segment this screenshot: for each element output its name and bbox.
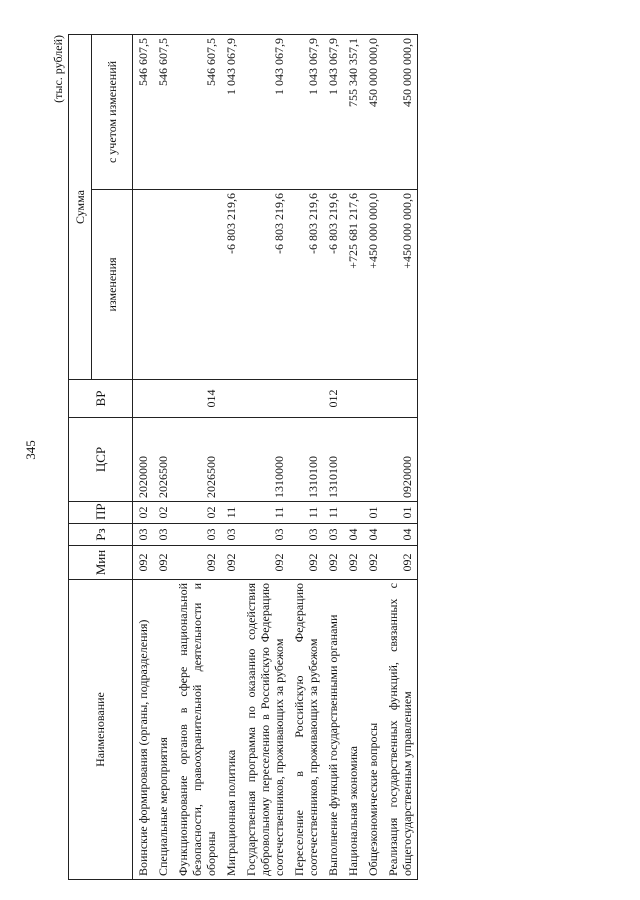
row-csr: 2026500 (153, 418, 173, 502)
row-vr (383, 380, 418, 418)
row-min: 092 (343, 546, 363, 580)
page-number: 345 (23, 440, 38, 460)
row-vr (289, 380, 323, 418)
table-row (383, 34, 418, 879)
row-pr: 02 (173, 502, 221, 524)
header-rz: Рз (69, 524, 133, 546)
row-csr: 2026500 (173, 418, 221, 502)
row-csr: 1310100 (323, 418, 343, 502)
header-sum: Сумма (69, 34, 92, 379)
table-row (133, 34, 154, 879)
row-rz: 03 (241, 524, 289, 546)
row-min: 092 (363, 546, 383, 580)
row-total: 1 043 067,9 (241, 34, 289, 189)
row-min: 092 (133, 546, 154, 580)
row-change: +725 681 217,6 (343, 190, 363, 380)
row-name: Воинские формирования (органы, подразделения) (133, 580, 154, 880)
header-vr: ВР (69, 380, 133, 418)
row-total: 546 607,5 (173, 34, 221, 189)
budget-table (68, 34, 418, 880)
row-total: 450 000 000,0 (383, 34, 418, 189)
row-vr (221, 380, 241, 418)
row-vr (241, 380, 289, 418)
row-pr: 11 (221, 502, 241, 524)
row-min: 092 (289, 546, 323, 580)
row-total: 1 043 067,9 (221, 34, 241, 189)
row-min: 092 (241, 546, 289, 580)
row-rz: 03 (289, 524, 323, 546)
row-min: 092 (173, 546, 221, 580)
row-name: Переселение в Российскую Федерацию соотечественников, проживающих за рубежом (289, 580, 323, 880)
header-csr: ЦСР (69, 418, 133, 502)
row-pr: 02 (153, 502, 173, 524)
table-row (173, 34, 221, 879)
table-row (241, 34, 289, 879)
row-rz: 03 (153, 524, 173, 546)
row-name: Функционирование органов в сфере национальной безопасности, правоохранительной деятельности и обороны (173, 580, 221, 880)
row-change: -6 803 219,6 (323, 190, 343, 380)
row-name: Национальная экономика (343, 580, 363, 880)
table-row (343, 34, 363, 879)
row-total: 546 607,5 (153, 34, 173, 189)
row-csr: 1310100 (289, 418, 323, 502)
row-name: Выполнение функций государственными органами (323, 580, 343, 880)
row-csr: 0920000 (383, 418, 418, 502)
row-csr: 2020000 (133, 418, 154, 502)
row-total: 1 043 067,9 (323, 34, 343, 189)
row-change: -6 803 219,6 (289, 190, 323, 380)
row-vr (133, 380, 154, 418)
row-min: 092 (221, 546, 241, 580)
row-pr: 01 (363, 502, 383, 524)
row-change: +450 000 000,0 (363, 190, 383, 380)
units-note: (тыс. рублей) (51, 35, 65, 103)
row-rz: 03 (221, 524, 241, 546)
row-total: 546 607,5 (133, 34, 154, 189)
header-pr: ПР (69, 502, 133, 524)
row-pr: 02 (133, 502, 154, 524)
row-rz: 03 (133, 524, 154, 546)
row-pr (343, 502, 363, 524)
row-min: 092 (153, 546, 173, 580)
row-min: 092 (323, 546, 343, 580)
table-row (153, 34, 173, 879)
table-row (363, 34, 383, 879)
table-body (133, 34, 418, 879)
row-change: -6 803 219,6 (221, 190, 241, 380)
row-pr: 11 (323, 502, 343, 524)
row-pr: 11 (289, 502, 323, 524)
row-change (173, 190, 221, 380)
header-name: Наименование (69, 580, 133, 880)
row-rz: 03 (173, 524, 221, 546)
table-row (221, 34, 241, 879)
row-rz: 04 (363, 524, 383, 546)
row-min: 092 (383, 546, 418, 580)
row-vr: 014 (173, 380, 221, 418)
row-change: -6 803 219,6 (241, 190, 289, 380)
row-pr: 11 (241, 502, 289, 524)
row-csr (221, 418, 241, 502)
table-row (323, 34, 343, 879)
row-rz: 04 (343, 524, 363, 546)
row-rz: 04 (383, 524, 418, 546)
row-vr (363, 380, 383, 418)
row-vr (153, 380, 173, 418)
row-change (133, 190, 154, 380)
header-min: Мин (69, 546, 133, 580)
row-rz: 03 (323, 524, 343, 546)
row-pr: 01 (383, 502, 418, 524)
row-total: 755 340 357,1 (343, 34, 363, 189)
row-name: Государственная программа по оказанию содействия добровольному переселению в Российскую Федерацию соотечественников, проживающих за рубежом (241, 580, 289, 880)
header-total: с учетом изменений (92, 34, 133, 189)
row-change (153, 190, 173, 380)
row-total: 1 043 067,9 (289, 34, 323, 189)
table-header (69, 34, 133, 879)
table-row (289, 34, 323, 879)
header-change: изменения (92, 190, 133, 380)
row-name: Общеэкономические вопросы (363, 580, 383, 880)
row-csr: 1310000 (241, 418, 289, 502)
row-name: Миграционная политика (221, 580, 241, 880)
row-total: 450 000 000,0 (363, 34, 383, 189)
row-vr: 012 (323, 380, 343, 418)
row-name: Реализация государственных функций, связанных с общегосударственным управлением (383, 580, 418, 880)
row-csr (343, 418, 363, 502)
row-name: Специальные мероприятия (153, 580, 173, 880)
row-change: +450 000 000,0 (383, 190, 418, 380)
rotated-page-content (50, 20, 590, 880)
row-vr (343, 380, 363, 418)
row-csr (363, 418, 383, 502)
